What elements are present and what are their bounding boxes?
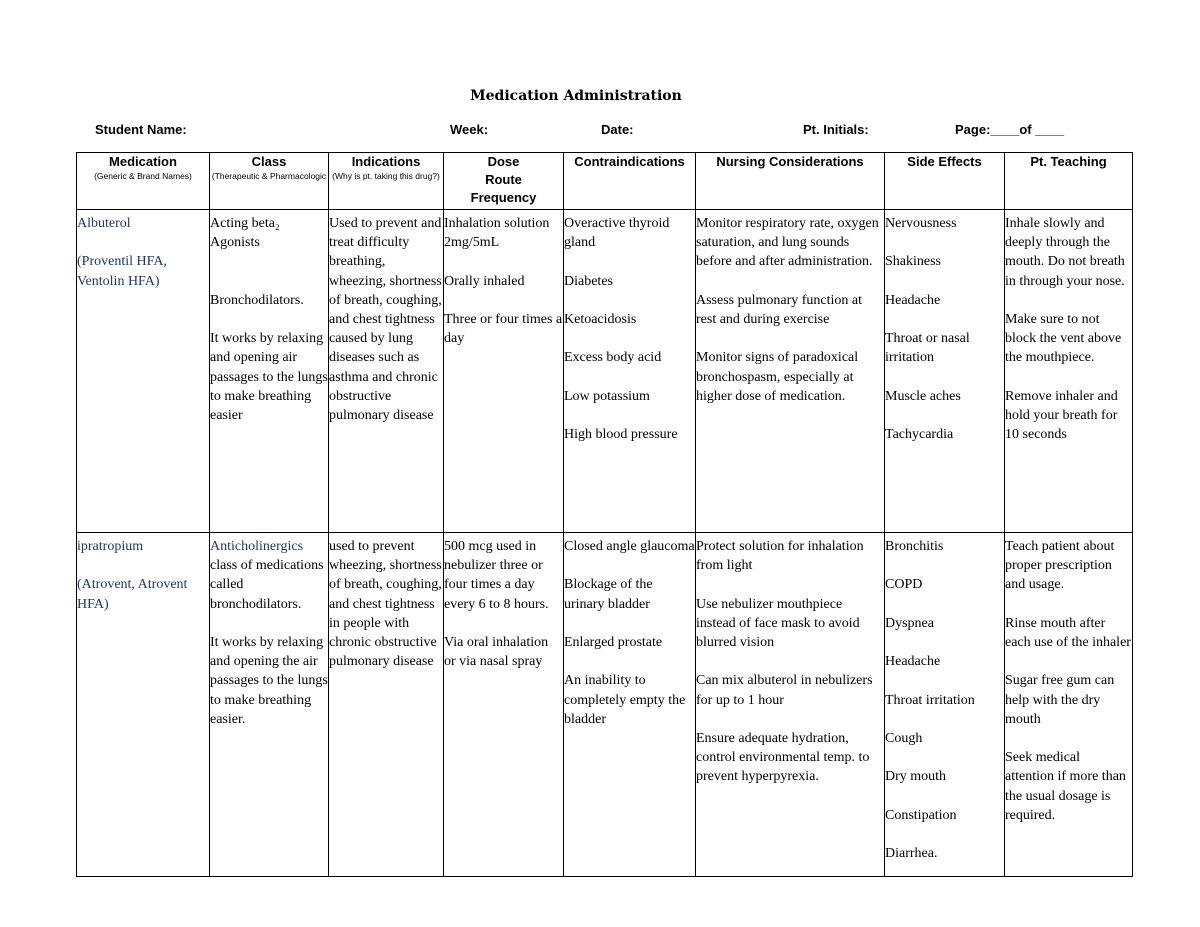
teaching-cell: Teach patient about proper prescription and usage. Rinse mouth after each use of the inhaler Sugar free gum can help with the dry mouth Seek medical attention if more than the usual dosage is required. [1005, 539, 1131, 823]
indications-cell: used to prevent wheezing, shortness of breath, coughing, and chest tightness in people with chronic obstructive pulmonary disease [329, 539, 442, 670]
nursing-cell: Protect solution for inhalation from light Use nebulizer mouthpiece instead of face mask to avoid blurred vision Can mix albuterol in nebulizers for up to 1 hour Ensure adequate hydration, control environmental temp. to prevent hyperpyrexia. [696, 539, 873, 785]
indications-cell: Used to prevent and treat difficulty breathing, wheezing, shortness of breath, coughing, and chest tightness caused by lung diseases such as asthma and chronic obstructive pulmonary disease [329, 216, 442, 424]
dose-cell: 500 mcg used in nebulizer three or four times a day every 6 to 8 hours. Via oral inhalation or via nasal spray [444, 539, 549, 670]
col-nursing-header: Nursing Considerations [696, 153, 885, 210]
side-effects-cell: Nervousness Shakiness Headache Throat or nasal irritation Muscle aches Tachycardia [885, 216, 970, 443]
side-effects-cell: Bronchitis COPD Dyspnea Headache Throat irritation Cough Dry mouth Constipation Diarrhea. [885, 539, 975, 862]
nursing-cell: Monitor respiratory rate, oxygen saturation, and lung sounds before and after administration. Assess pulmonary function at rest and during exercise Monitor signs of paradoxical bronchospasm, especially at higher dose of medication. [696, 216, 879, 404]
dose-cell: Inhalation solution 2mg/5mL Orally inhaled Three or four times a day [444, 216, 563, 347]
table-row [77, 210, 1133, 533]
class-cell: Acting beta₂ Agonists Bronchodilators. It works by relaxing and opening air passages to the lungs to make breathing easier [210, 216, 328, 424]
date-label: Date: [601, 122, 634, 137]
medication-table [76, 152, 1133, 877]
contraindications-cell: Overactive thyroid gland Diabetes Ketoacidosis Excess body acid Low potassium High blood pressure [564, 216, 678, 443]
page-title: Medication Administration [470, 88, 682, 104]
col-contraindications-header: Contraindications [564, 153, 696, 210]
col-class-header: Class (Therapeutic & Pharmacologic [210, 153, 329, 210]
col-dose-header: Dose Route Frequency [444, 153, 564, 210]
pt-initials-label: Pt. Initials: [803, 122, 869, 137]
medication-cell: ipratropium (Atrovent, Atrovent HFA) [77, 539, 188, 612]
student-name-label: Student Name: [95, 122, 187, 137]
col-medication-header: Medication (Generic & Brand Names) [77, 153, 210, 210]
table-row [77, 533, 1133, 877]
table-header-row [77, 153, 1133, 210]
teaching-cell: Inhale slowly and deeply through the mouth. Do not breath in through your nose. Make sure to not block the vent above the mouthpiece. Remove inhaler and hold your breath for 10 seconds [1005, 216, 1125, 443]
col-indications-header: Indications (Why is pt. taking this drug?) [329, 153, 444, 210]
class-cell: class of medications called bronchodilators. It works by relaxing and opening the air passages to the lungs to make breathing easier. [210, 558, 328, 727]
page-of-label: Page:____of ____ [955, 122, 1065, 137]
class-title: Anticholinergics [210, 539, 304, 554]
contraindications-cell: Closed angle glaucoma Blockage of the urinary bladder Enlarged prostate An inability to completely empty the bladder [564, 539, 695, 727]
medication-cell: Albuterol (Proventil HFA, Ventolin HFA) [77, 216, 167, 289]
col-teaching-header: Pt. Teaching [1005, 153, 1133, 210]
col-side-effects-header: Side Effects [885, 153, 1005, 210]
week-label: Week: [450, 122, 489, 137]
